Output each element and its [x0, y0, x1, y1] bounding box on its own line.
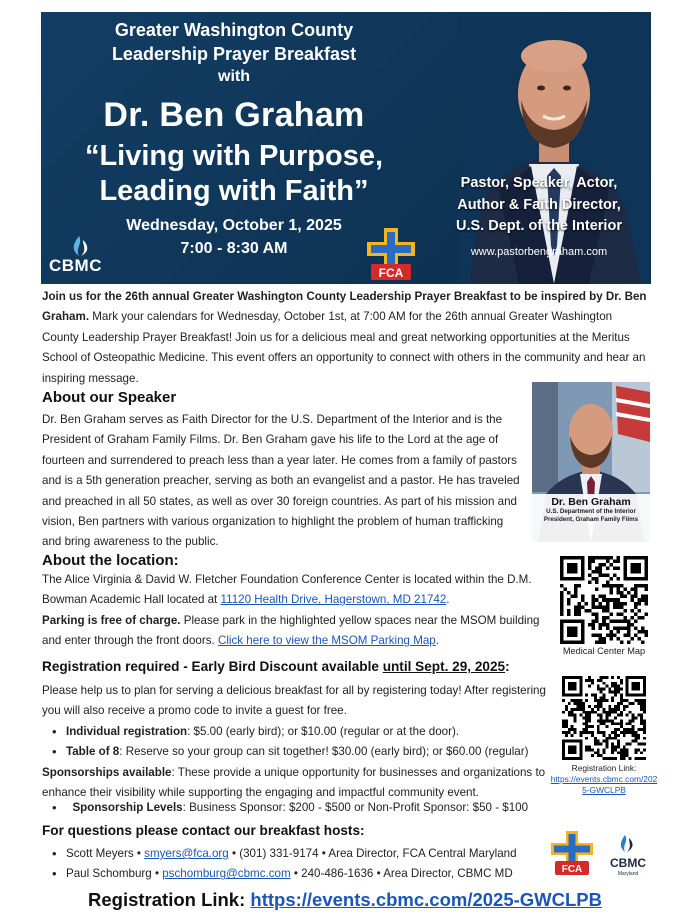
cbmc-small-sub: Maryland: [617, 871, 639, 877]
speaker-photo-caption: [532, 494, 650, 542]
sponsorship-bold: Sponsorships available: [42, 766, 172, 779]
list-item: [52, 798, 552, 818]
parking-text-end: .: [435, 634, 439, 648]
speaker-photo: [532, 382, 650, 542]
registration-qr-title: Registration Link:: [571, 763, 637, 773]
sponsorship-text: : These provide a unique opportunity for businesses and organizations to enhance their visibility while supporting the engaging and impactful community event.: [42, 766, 546, 800]
caption-line1: U.S. Department of the Interior: [546, 508, 636, 515]
cbmc-logo-small-icon: [603, 833, 653, 879]
table-of-8-label: Table of 8: [66, 745, 120, 759]
registration-heading-colon: :: [505, 659, 510, 674]
intro-paragraph: [42, 287, 652, 389]
event-date: Wednesday, October 1, 2025: [126, 217, 342, 234]
caption-name: Dr. Ben Graham: [551, 496, 631, 508]
registration-heading-text: Registration required - Early Bird Discount available: [42, 659, 383, 674]
address-link[interactable]: 11120 Health Drive, Hagerstown, MD 21742: [220, 593, 447, 607]
registration-heading: [42, 659, 510, 674]
location-paragraph: [42, 570, 552, 652]
individual-registration-text: : $5.00 (early bird); or $10.00 (regular or at the door).: [187, 725, 460, 738]
tagline-line1: “Living with Purpose,: [84, 140, 384, 172]
intro-text: Mark your calendars for Wednesday, October 1st, at 7:00 AM for the 26th annual Greater Washington County Leadership Prayer Breakfast! Join us for a delicious meal and great networking opportunities at the Meritus School of Osteopathic Medicine. This event offers an opportunity to connect with others in the community and hear an inspiring message.: [42, 310, 646, 385]
registration-qr-link[interactable]: https://events.cbmc.com/2025-GWCLPB: [550, 774, 658, 795]
speaker-role-line1: Pastor, Speaker, Actor,: [460, 175, 618, 191]
event-title-line1: Greater Washington County: [114, 20, 354, 40]
contact-name: Paul Schomburg: [66, 867, 152, 881]
list-item: [52, 722, 552, 742]
parking-map-link[interactable]: Click here to view the MSOM Parking Map: [217, 634, 436, 648]
caption-line2: President, Graham Family Films: [543, 515, 639, 523]
footer-registration-link[interactable]: https://events.cbmc.com/2025-GWCLPB: [250, 889, 602, 910]
contact-email-link[interactable]: smyers@fca.org: [144, 847, 229, 860]
speaker-name-headline: Dr. Ben Graham: [103, 96, 365, 134]
sponsorship-levels-label: Sponsorship Levels: [72, 801, 183, 814]
speaker-role-line2: Author & Faith Director,: [457, 197, 621, 213]
contacts-list: [52, 844, 552, 885]
parking-text: Please park in the highlighted yellow spaces near the MSOM building and enter through the front doors.: [42, 613, 540, 648]
contact-separator: •: [151, 867, 163, 881]
list-item: [52, 742, 552, 762]
sponsorship-list: [52, 798, 552, 818]
header-banner: [41, 12, 651, 284]
speaker-portrait-header: [459, 16, 649, 284]
sponsorship-levels-text: : Business Sponsor: $200 - $500 or Non-Profit Sponsor: $50 - $100: [182, 801, 529, 814]
speaker-heading: About our Speaker: [42, 389, 177, 406]
footer-registration: [0, 889, 690, 911]
contact-email-link[interactable]: pschomburg@cbmc.com: [162, 867, 291, 881]
tagline-line2: Leading with Faith”: [99, 175, 369, 207]
list-item: [52, 864, 552, 884]
registration-options-list: [52, 722, 552, 763]
early-bird-deadline: until Sept. 29, 2025: [382, 659, 506, 674]
speaker-role-line3: U.S. Dept. of the Interior: [456, 218, 622, 234]
fca-logo-text: FCA: [378, 266, 404, 280]
medical-center-map-caption: Medical Center Map: [562, 646, 646, 656]
medical-center-map-qr-code[interactable]: [560, 556, 648, 644]
speaker-bio: Dr. Ben Graham serves as Faith Director for the U.S. Department of the Interior and is the President of Graham Family Films. Dr. Ben Graham gave his life to the Lord at the age of fourteen and surrendered to preach less than a year later. He comes from a family of pastors and is a 5th generation preacher, serving as both an evangelist and a pastor. He has traveled and preached in all 50 states, as well as over 30 foreign countries. As part of his mission and vision, Ben partners with various organization to highlight the problem of human trafficking and bring awareness to the public.: [42, 413, 520, 549]
individual-registration-label: Individual registration: [66, 725, 188, 738]
location-heading: About the location:: [42, 552, 179, 569]
fca-logo-small-icon: [548, 830, 596, 876]
contact-name: Scott Meyers: [66, 847, 134, 860]
list-item: [52, 844, 552, 864]
contact-separator: •: [133, 847, 145, 860]
cbmc-logo-text: CBMC: [49, 256, 102, 275]
with-label: with: [218, 68, 250, 85]
fca-small-text: FCA: [561, 864, 583, 875]
event-time: 7:00 - 8:30 AM: [180, 240, 288, 257]
cbmc-small-text: CBMC: [610, 856, 646, 870]
parking-bold: Parking is free of charge.: [42, 613, 181, 627]
event-title-line2: Leadership Prayer Breakfast: [111, 44, 357, 64]
contact-details: • (301) 331-9174 • Area Director, FCA Central Maryland: [228, 847, 517, 860]
registration-paragraph: Please help us to plan for serving a delicious breakfast for all by registering today! After registering you will also receive a promo code to invite a guest for free.: [42, 684, 546, 718]
registration-qr-code[interactable]: [562, 676, 646, 760]
footer-registration-label: Registration Link:: [88, 889, 251, 910]
fca-logo-icon: [363, 226, 419, 282]
intro-bold: Join us for the 26th annual Greater Washington County Leadership Prayer Breakfast to be inspired by Dr. Ben Graham.: [42, 290, 647, 324]
table-of-8-text: : Reserve so your group can sit together! $30.00 (early bird); or $60.00 (regular): [119, 745, 529, 759]
registration-qr-caption: [550, 763, 658, 796]
location-text: The Alice Virginia & David W. Fletcher Foundation Conference Center is located within the D.M. Bowman Academic Hall located at: [42, 573, 532, 607]
contact-details: • 240-486-1636 • Area Director, CBMC MD: [290, 867, 513, 881]
speaker-website: www.pastorbengraham.com: [470, 246, 608, 258]
location-text-end: .: [446, 593, 450, 607]
contacts-heading: For questions please contact our breakfast hosts:: [42, 823, 365, 838]
